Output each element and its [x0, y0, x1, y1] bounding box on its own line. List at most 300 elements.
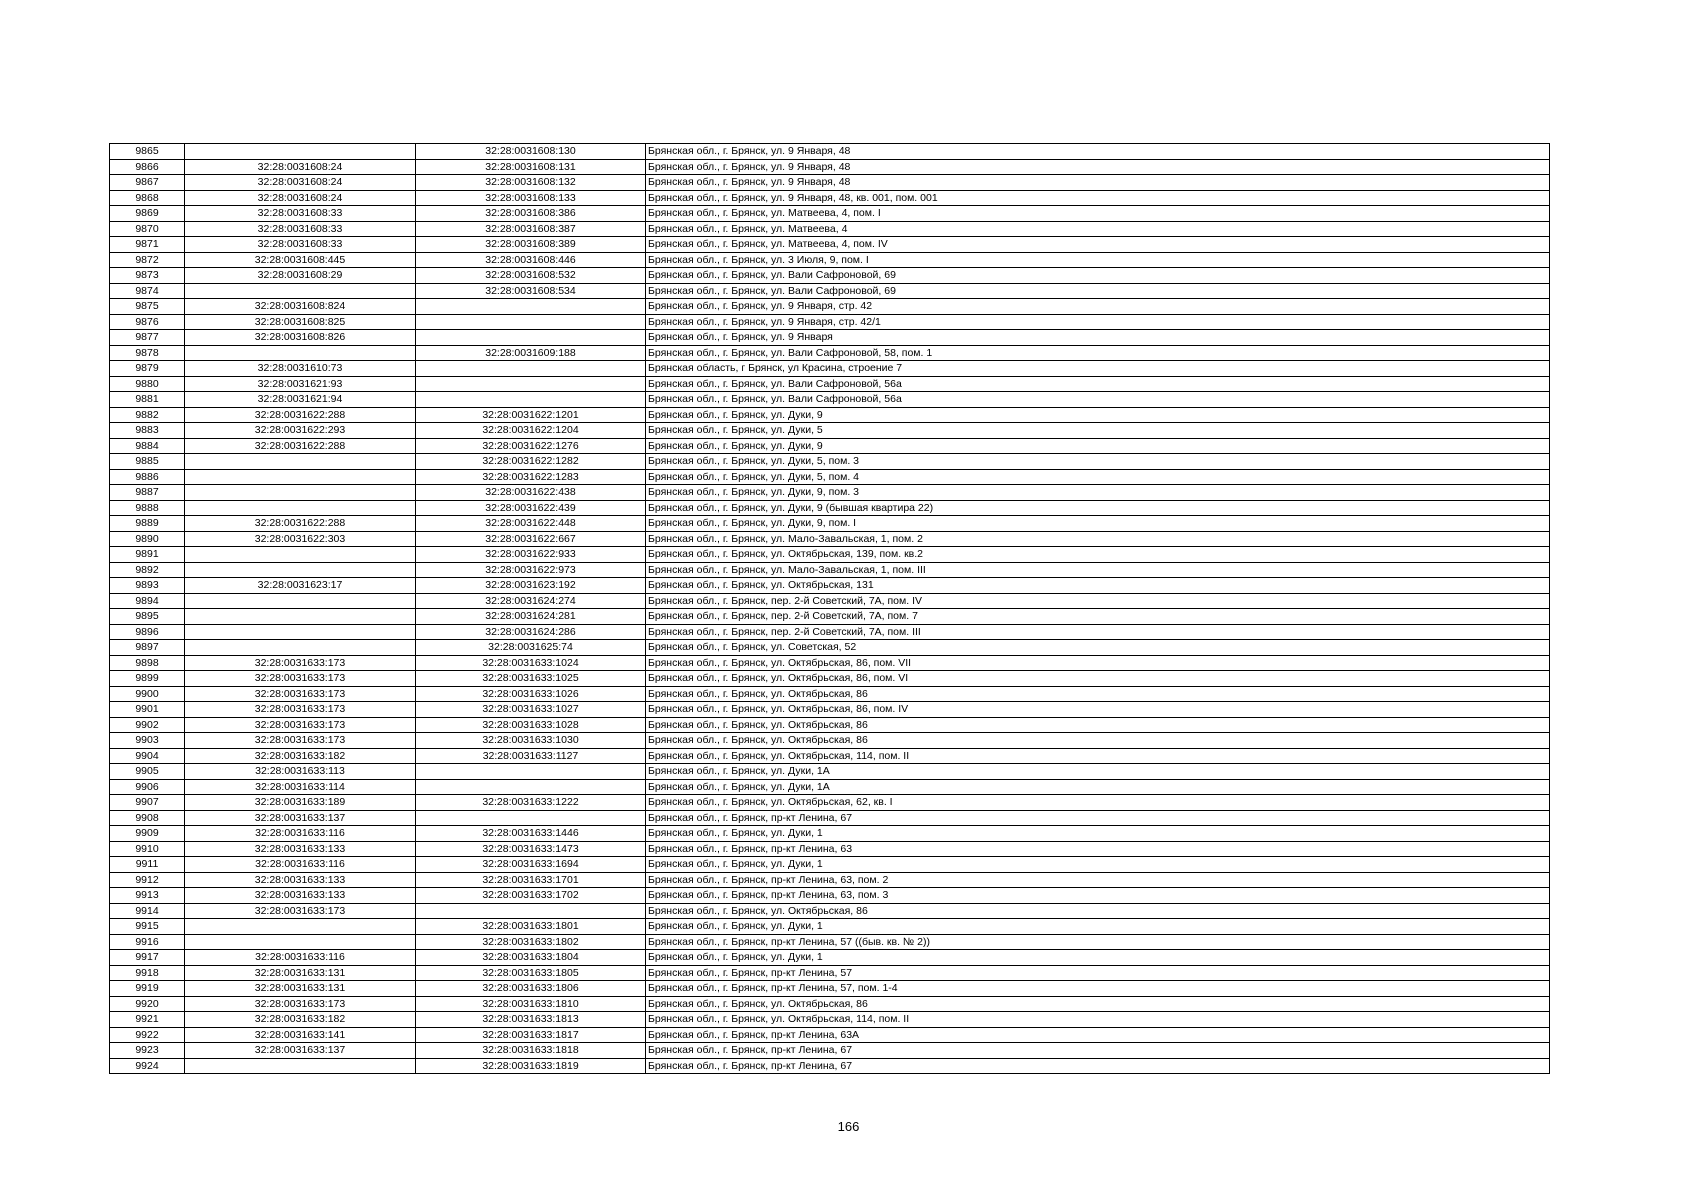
parcel-number-cell: 32:28:0031633:189 [185, 795, 416, 811]
address-cell: Брянская обл., г. Брянск, ул. Октябрьская, 114, пом. II [646, 748, 1550, 764]
row-number-cell: 9879 [110, 361, 185, 377]
table-row [110, 485, 1550, 501]
parcel-number-cell: 32:28:0031633:182 [185, 1012, 416, 1028]
address-cell: Брянская обл., г. Брянск, ул. Октябрьская, 86 [646, 903, 1550, 919]
row-number-cell: 9907 [110, 795, 185, 811]
cadastral-number-cell [416, 764, 646, 780]
table-row [110, 252, 1550, 268]
row-number-cell: 9876 [110, 314, 185, 330]
address-cell: Брянская обл., г. Брянск, ул. Октябрьская, 114, пом. II [646, 1012, 1550, 1028]
address-cell: Брянская область, г Брянск, ул Красина, строение 7 [646, 361, 1550, 377]
address-cell: Брянская обл., г. Брянск, ул. 9 Января, стр. 42 [646, 299, 1550, 315]
parcel-number-cell: 32:28:0031608:33 [185, 206, 416, 222]
row-number-cell: 9918 [110, 965, 185, 981]
parcel-number-cell [185, 624, 416, 640]
row-number-cell: 9900 [110, 686, 185, 702]
cadastral-number-cell: 32:28:0031608:534 [416, 283, 646, 299]
parcel-number-cell: 32:28:0031633:137 [185, 810, 416, 826]
row-number-cell: 9919 [110, 981, 185, 997]
table-row [110, 640, 1550, 656]
row-number-cell: 9923 [110, 1043, 185, 1059]
row-number-cell: 9885 [110, 454, 185, 470]
address-cell: Брянская обл., г. Брянск, ул. Мало-Завальская, 1, пом. 2 [646, 531, 1550, 547]
address-cell: Брянская обл., г. Брянск, ул. Октябрьская, 86 [646, 996, 1550, 1012]
cadastral-number-cell: 32:28:0031633:1806 [416, 981, 646, 997]
row-number-cell: 9890 [110, 531, 185, 547]
row-number-cell: 9884 [110, 438, 185, 454]
cadastral-number-cell: 32:28:0031625:74 [416, 640, 646, 656]
table-row [110, 361, 1550, 377]
row-number-cell: 9917 [110, 950, 185, 966]
cadastral-number-cell: 32:28:0031633:1819 [416, 1058, 646, 1074]
cadastral-number-cell [416, 330, 646, 346]
address-cell: Брянская обл., г. Брянск, ул. Вали Сафроновой, 56а [646, 392, 1550, 408]
parcel-number-cell: 32:28:0031622:293 [185, 423, 416, 439]
address-cell: Брянская обл., г. Брянск, ул. 9 Января, 48 [646, 159, 1550, 175]
cadastral-number-cell: 32:28:0031633:1028 [416, 717, 646, 733]
cadastral-number-cell: 32:28:0031624:281 [416, 609, 646, 625]
row-number-cell: 9908 [110, 810, 185, 826]
row-number-cell: 9869 [110, 206, 185, 222]
cadastral-number-cell: 32:28:0031608:133 [416, 190, 646, 206]
table-row [110, 872, 1550, 888]
table-row [110, 438, 1550, 454]
address-cell: Брянская обл., г. Брянск, ул. Октябрьская, 139, пом. кв.2 [646, 547, 1550, 563]
table-row [110, 392, 1550, 408]
row-number-cell: 9888 [110, 500, 185, 516]
parcel-number-cell [185, 562, 416, 578]
row-number-cell: 9868 [110, 190, 185, 206]
cadastral-number-cell: 32:28:0031633:1694 [416, 857, 646, 873]
table-row [110, 748, 1550, 764]
parcel-number-cell [185, 1058, 416, 1074]
row-number-cell: 9897 [110, 640, 185, 656]
cadastral-number-cell: 32:28:0031608:387 [416, 221, 646, 237]
address-cell: Брянская обл., г. Брянск, ул. Октябрьская, 62, кв. I [646, 795, 1550, 811]
address-cell: Брянская обл., г. Брянск, ул. Октябрьская, 86, пом. VI [646, 671, 1550, 687]
cadastral-number-cell: 32:28:0031622:1201 [416, 407, 646, 423]
cadastral-number-cell: 32:28:0031633:1817 [416, 1027, 646, 1043]
address-cell: Брянская обл., г. Брянск, ул. Октябрьская, 86 [646, 686, 1550, 702]
parcel-number-cell [185, 640, 416, 656]
table-row [110, 221, 1550, 237]
parcel-number-cell: 32:28:0031608:824 [185, 299, 416, 315]
address-cell: Брянская обл., г. Брянск, пр-кт Ленина, 57 ((быв. кв. № 2)) [646, 934, 1550, 950]
row-number-cell: 9881 [110, 392, 185, 408]
table-row [110, 144, 1550, 160]
parcel-number-cell: 32:28:0031621:93 [185, 376, 416, 392]
cadastral-number-cell: 32:28:0031622:439 [416, 500, 646, 516]
address-cell: Брянская обл., г. Брянск, ул. 9 Января, 48, кв. 001, пом. 001 [646, 190, 1550, 206]
row-number-cell: 9870 [110, 221, 185, 237]
table-row [110, 609, 1550, 625]
address-cell: Брянская обл., г. Брянск, ул. Октябрьская, 86 [646, 733, 1550, 749]
table-row [110, 454, 1550, 470]
row-number-cell: 9920 [110, 996, 185, 1012]
parcel-number-cell: 32:28:0031633:173 [185, 996, 416, 1012]
parcel-number-cell: 32:28:0031610:73 [185, 361, 416, 377]
table-row [110, 547, 1550, 563]
address-cell: Брянская обл., г. Брянск, пер. 2-й Советский, 7А, пом. IV [646, 593, 1550, 609]
table-row [110, 996, 1550, 1012]
parcel-number-cell [185, 469, 416, 485]
table-row [110, 826, 1550, 842]
table-row [110, 702, 1550, 718]
address-cell: Брянская обл., г. Брянск, ул. Октябрьская, 131 [646, 578, 1550, 594]
cadastral-number-cell: 32:28:0031633:1813 [416, 1012, 646, 1028]
cadastral-number-cell [416, 299, 646, 315]
row-number-cell: 9909 [110, 826, 185, 842]
table-row [110, 376, 1550, 392]
row-number-cell: 9904 [110, 748, 185, 764]
cadastral-number-cell [416, 903, 646, 919]
row-number-cell: 9871 [110, 237, 185, 253]
cadastral-number-cell: 32:28:0031633:1702 [416, 888, 646, 904]
cadastral-number-cell: 32:28:0031633:1222 [416, 795, 646, 811]
parcel-number-cell: 32:28:0031608:825 [185, 314, 416, 330]
row-number-cell: 9910 [110, 841, 185, 857]
cadastral-number-cell: 32:28:0031633:1025 [416, 671, 646, 687]
table-row [110, 779, 1550, 795]
row-number-cell: 9902 [110, 717, 185, 733]
cadastral-number-cell: 32:28:0031608:389 [416, 237, 646, 253]
parcel-number-cell: 32:28:0031633:114 [185, 779, 416, 795]
table-row [110, 423, 1550, 439]
row-number-cell: 9878 [110, 345, 185, 361]
address-cell: Брянская обл., г. Брянск, пр-кт Ленина, 67 [646, 1043, 1550, 1059]
cadastral-number-cell: 32:28:0031608:532 [416, 268, 646, 284]
address-cell: Брянская обл., г. Брянск, ул. Октябрьская, 86, пом. IV [646, 702, 1550, 718]
parcel-number-cell: 32:28:0031608:33 [185, 237, 416, 253]
table-row [110, 190, 1550, 206]
row-number-cell: 9911 [110, 857, 185, 873]
address-cell: Брянская обл., г. Брянск, пер. 2-й Советский, 7А, пом. III [646, 624, 1550, 640]
table-row [110, 1043, 1550, 1059]
address-cell: Брянская обл., г. Брянск, пр-кт Ленина, 67 [646, 810, 1550, 826]
address-cell: Брянская обл., г. Брянск, ул. Октябрьская, 86 [646, 717, 1550, 733]
row-number-cell: 9924 [110, 1058, 185, 1074]
table-row [110, 407, 1550, 423]
parcel-number-cell: 32:28:0031608:24 [185, 159, 416, 175]
parcel-number-cell: 32:28:0031633:182 [185, 748, 416, 764]
address-cell: Брянская обл., г. Брянск, ул. Дуки, 5 [646, 423, 1550, 439]
parcel-number-cell [185, 609, 416, 625]
row-number-cell: 9912 [110, 872, 185, 888]
parcel-number-cell: 32:28:0031608:826 [185, 330, 416, 346]
parcel-number-cell [185, 547, 416, 563]
parcel-number-cell [185, 144, 416, 160]
address-cell: Брянская обл., г. Брянск, ул. Дуки, 1А [646, 764, 1550, 780]
address-cell: Брянская обл., г. Брянск, ул. 9 Января, 48 [646, 175, 1550, 191]
table-row [110, 795, 1550, 811]
cadastral-number-cell: 32:28:0031633:1446 [416, 826, 646, 842]
row-number-cell: 9867 [110, 175, 185, 191]
cadastral-number-cell: 32:28:0031633:1024 [416, 655, 646, 671]
table-row [110, 578, 1550, 594]
parcel-number-cell: 32:28:0031633:173 [185, 671, 416, 687]
row-number-cell: 9903 [110, 733, 185, 749]
parcel-number-cell: 32:28:0031622:288 [185, 407, 416, 423]
cadastral-number-cell: 32:28:0031633:1805 [416, 965, 646, 981]
address-cell: Брянская обл., г. Брянск, ул. Октябрьская, 86, пом. VII [646, 655, 1550, 671]
cadastral-number-cell: 32:28:0031633:1801 [416, 919, 646, 935]
parcel-number-cell: 32:28:0031608:33 [185, 221, 416, 237]
cadastral-number-cell: 32:28:0031633:1030 [416, 733, 646, 749]
cadastral-number-cell: 32:28:0031633:1804 [416, 950, 646, 966]
table-row [110, 1012, 1550, 1028]
table-row [110, 314, 1550, 330]
parcel-number-cell: 32:28:0031633:133 [185, 872, 416, 888]
cadastral-number-cell: 32:28:0031609:188 [416, 345, 646, 361]
row-number-cell: 9901 [110, 702, 185, 718]
parcel-number-cell: 32:28:0031633:131 [185, 981, 416, 997]
row-number-cell: 9880 [110, 376, 185, 392]
table-row [110, 624, 1550, 640]
address-cell: Брянская обл., г. Брянск, ул. 9 Января, 48 [646, 144, 1550, 160]
table-row [110, 159, 1550, 175]
address-cell: Брянская обл., г. Брянск, ул. 9 Января, стр. 42/1 [646, 314, 1550, 330]
parcel-number-cell: 32:28:0031623:17 [185, 578, 416, 594]
table-row [110, 330, 1550, 346]
parcel-number-cell: 32:28:0031633:133 [185, 888, 416, 904]
parcel-number-cell: 32:28:0031608:24 [185, 190, 416, 206]
cadastral-number-cell: 32:28:0031608:131 [416, 159, 646, 175]
address-cell: Брянская обл., г. Брянск, ул. 3 Июля, 9, пом. I [646, 252, 1550, 268]
address-cell: Брянская обл., г. Брянск, ул. Дуки, 1 [646, 826, 1550, 842]
table-row [110, 237, 1550, 253]
address-cell: Брянская обл., г. Брянск, пр-кт Ленина, 63, пом. 3 [646, 888, 1550, 904]
parcel-number-cell [185, 345, 416, 361]
table-row [110, 268, 1550, 284]
cadastral-number-cell: 32:28:0031622:667 [416, 531, 646, 547]
cadastral-number-cell: 32:28:0031608:446 [416, 252, 646, 268]
parcel-number-cell: 32:28:0031621:94 [185, 392, 416, 408]
parcel-number-cell: 32:28:0031633:173 [185, 686, 416, 702]
parcel-number-cell: 32:28:0031633:173 [185, 655, 416, 671]
parcel-number-cell: 32:28:0031633:173 [185, 733, 416, 749]
table-row [110, 764, 1550, 780]
row-number-cell: 9913 [110, 888, 185, 904]
row-number-cell: 9906 [110, 779, 185, 795]
row-number-cell: 9914 [110, 903, 185, 919]
table-row [110, 562, 1550, 578]
table-row [110, 919, 1550, 935]
row-number-cell: 9892 [110, 562, 185, 578]
page-number: 166 [837, 1119, 860, 1134]
cadastral-number-cell: 32:28:0031622:933 [416, 547, 646, 563]
row-number-cell: 9893 [110, 578, 185, 594]
parcel-number-cell: 32:28:0031633:116 [185, 826, 416, 842]
cadastral-number-cell [416, 314, 646, 330]
table-row [110, 733, 1550, 749]
cadastral-number-cell: 32:28:0031633:1027 [416, 702, 646, 718]
cadastral-number-cell: 32:28:0031633:1473 [416, 841, 646, 857]
address-cell: Брянская обл., г. Брянск, пр-кт Ленина, 63А [646, 1027, 1550, 1043]
row-number-cell: 9887 [110, 485, 185, 501]
table-row [110, 965, 1550, 981]
cadastral-number-cell: 32:28:0031622:1282 [416, 454, 646, 470]
parcel-number-cell: 32:28:0031633:173 [185, 702, 416, 718]
row-number-cell: 9865 [110, 144, 185, 160]
address-cell: Брянская обл., г. Брянск, ул. Матвеева, 4, пом. IV [646, 237, 1550, 253]
address-cell: Брянская обл., г. Брянск, ул. Дуки, 9 [646, 438, 1550, 454]
parcel-number-cell [185, 283, 416, 299]
parcel-number-cell: 32:28:0031633:113 [185, 764, 416, 780]
parcel-number-cell [185, 485, 416, 501]
address-cell: Брянская обл., г. Брянск, ул. Дуки, 9 [646, 407, 1550, 423]
address-cell: Брянская обл., г. Брянск, пр-кт Ленина, 57 [646, 965, 1550, 981]
address-cell: Брянская обл., г. Брянск, ул. Дуки, 9, пом. 3 [646, 485, 1550, 501]
cadastral-number-cell: 32:28:0031633:1802 [416, 934, 646, 950]
address-cell: Брянская обл., г. Брянск, ул. Дуки, 1 [646, 857, 1550, 873]
address-cell: Брянская обл., г. Брянск, ул. Мало-Завальская, 1, пом. III [646, 562, 1550, 578]
row-number-cell: 9895 [110, 609, 185, 625]
cadastral-number-cell: 32:28:0031608:130 [416, 144, 646, 160]
parcel-number-cell: 32:28:0031608:24 [185, 175, 416, 191]
table-row [110, 903, 1550, 919]
row-number-cell: 9915 [110, 919, 185, 935]
row-number-cell: 9866 [110, 159, 185, 175]
registry-table-body [110, 144, 1550, 1074]
row-number-cell: 9872 [110, 252, 185, 268]
row-number-cell: 9899 [110, 671, 185, 687]
address-cell: Брянская обл., г. Брянск, ул. Дуки, 1 [646, 919, 1550, 935]
address-cell: Брянская обл., г. Брянск, ул. Дуки, 1А [646, 779, 1550, 795]
address-cell: Брянская обл., г. Брянск, ул. Вали Сафроновой, 56а [646, 376, 1550, 392]
parcel-number-cell [185, 919, 416, 935]
address-cell: Брянская обл., г. Брянск, ул. 9 Января [646, 330, 1550, 346]
cadastral-number-cell: 32:28:0031624:274 [416, 593, 646, 609]
table-row [110, 175, 1550, 191]
row-number-cell: 9889 [110, 516, 185, 532]
row-number-cell: 9894 [110, 593, 185, 609]
address-cell: Брянская обл., г. Брянск, пр-кт Ленина, 63, пом. 2 [646, 872, 1550, 888]
table-row [110, 500, 1550, 516]
row-number-cell: 9898 [110, 655, 185, 671]
parcel-number-cell: 32:28:0031633:137 [185, 1043, 416, 1059]
cadastral-number-cell: 32:28:0031624:286 [416, 624, 646, 640]
table-row [110, 810, 1550, 826]
table-row [110, 516, 1550, 532]
cadastral-number-cell: 32:28:0031622:1276 [416, 438, 646, 454]
address-cell: Брянская обл., г. Брянск, пер. 2-й Советский, 7А, пом. 7 [646, 609, 1550, 625]
table-row [110, 717, 1550, 733]
cadastral-number-cell [416, 779, 646, 795]
address-cell: Брянская обл., г. Брянск, ул. Вали Сафроновой, 58, пом. 1 [646, 345, 1550, 361]
address-cell: Брянская обл., г. Брянск, пр-кт Ленина, 57, пом. 1-4 [646, 981, 1550, 997]
cadastral-number-cell: 32:28:0031622:1204 [416, 423, 646, 439]
table-row [110, 857, 1550, 873]
parcel-number-cell: 32:28:0031608:445 [185, 252, 416, 268]
cadastral-number-cell: 32:28:0031633:1818 [416, 1043, 646, 1059]
table-row [110, 981, 1550, 997]
registry-table [109, 143, 1550, 1074]
row-number-cell: 9873 [110, 268, 185, 284]
cadastral-number-cell: 32:28:0031623:192 [416, 578, 646, 594]
table-row [110, 841, 1550, 857]
table-row [110, 934, 1550, 950]
cadastral-number-cell [416, 376, 646, 392]
table-row [110, 531, 1550, 547]
cadastral-number-cell: 32:28:0031608:386 [416, 206, 646, 222]
cadastral-number-cell [416, 810, 646, 826]
row-number-cell: 9877 [110, 330, 185, 346]
cadastral-number-cell: 32:28:0031622:1283 [416, 469, 646, 485]
parcel-number-cell [185, 454, 416, 470]
cadastral-number-cell: 32:28:0031633:1701 [416, 872, 646, 888]
parcel-number-cell: 32:28:0031633:141 [185, 1027, 416, 1043]
table-row [110, 299, 1550, 315]
cadastral-number-cell [416, 361, 646, 377]
parcel-number-cell [185, 593, 416, 609]
address-cell: Брянская обл., г. Брянск, ул. Вали Сафроновой, 69 [646, 283, 1550, 299]
address-cell: Брянская обл., г. Брянск, ул. Матвеева, 4, пом. I [646, 206, 1550, 222]
table-row [110, 345, 1550, 361]
table-row [110, 1027, 1550, 1043]
address-cell: Брянская обл., г. Брянск, ул. Дуки, 9, пом. I [646, 516, 1550, 532]
address-cell: Брянская обл., г. Брянск, пр-кт Ленина, 67 [646, 1058, 1550, 1074]
parcel-number-cell: 32:28:0031633:173 [185, 717, 416, 733]
address-cell: Брянская обл., г. Брянск, ул. Дуки, 5, пом. 4 [646, 469, 1550, 485]
row-number-cell: 9905 [110, 764, 185, 780]
table-row [110, 283, 1550, 299]
parcel-number-cell [185, 934, 416, 950]
table-row [110, 206, 1550, 222]
address-cell: Брянская обл., г. Брянск, ул. Матвеева, 4 [646, 221, 1550, 237]
table-row [110, 1058, 1550, 1074]
row-number-cell: 9922 [110, 1027, 185, 1043]
cadastral-number-cell: 32:28:0031622:448 [416, 516, 646, 532]
address-cell: Брянская обл., г. Брянск, ул. Дуки, 9 (бывшая квартира 22) [646, 500, 1550, 516]
table-row [110, 469, 1550, 485]
row-number-cell: 9896 [110, 624, 185, 640]
cadastral-number-cell: 32:28:0031608:132 [416, 175, 646, 191]
address-cell: Брянская обл., г. Брянск, ул. Вали Сафроновой, 69 [646, 268, 1550, 284]
parcel-number-cell: 32:28:0031633:116 [185, 857, 416, 873]
parcel-number-cell: 32:28:0031633:116 [185, 950, 416, 966]
row-number-cell: 9921 [110, 1012, 185, 1028]
table-row [110, 950, 1550, 966]
table-row [110, 655, 1550, 671]
row-number-cell: 9883 [110, 423, 185, 439]
address-cell: Брянская обл., г. Брянск, пр-кт Ленина, 63 [646, 841, 1550, 857]
cadastral-number-cell: 32:28:0031633:1810 [416, 996, 646, 1012]
parcel-number-cell: 32:28:0031633:173 [185, 903, 416, 919]
parcel-number-cell: 32:28:0031633:131 [185, 965, 416, 981]
parcel-number-cell: 32:28:0031608:29 [185, 268, 416, 284]
table-row [110, 686, 1550, 702]
cadastral-number-cell [416, 392, 646, 408]
cadastral-number-cell: 32:28:0031633:1127 [416, 748, 646, 764]
address-cell: Брянская обл., г. Брянск, ул. Советская, 52 [646, 640, 1550, 656]
row-number-cell: 9891 [110, 547, 185, 563]
row-number-cell: 9882 [110, 407, 185, 423]
cadastral-number-cell: 32:28:0031633:1026 [416, 686, 646, 702]
parcel-number-cell: 32:28:0031622:288 [185, 516, 416, 532]
table-row [110, 671, 1550, 687]
parcel-number-cell: 32:28:0031622:288 [185, 438, 416, 454]
address-cell: Брянская обл., г. Брянск, ул. Дуки, 1 [646, 950, 1550, 966]
table-row [110, 593, 1550, 609]
row-number-cell: 9916 [110, 934, 185, 950]
address-cell: Брянская обл., г. Брянск, ул. Дуки, 5, пом. 3 [646, 454, 1550, 470]
row-number-cell: 9886 [110, 469, 185, 485]
cadastral-number-cell: 32:28:0031622:438 [416, 485, 646, 501]
parcel-number-cell: 32:28:0031622:303 [185, 531, 416, 547]
parcel-number-cell [185, 500, 416, 516]
row-number-cell: 9874 [110, 283, 185, 299]
cadastral-number-cell: 32:28:0031622:973 [416, 562, 646, 578]
